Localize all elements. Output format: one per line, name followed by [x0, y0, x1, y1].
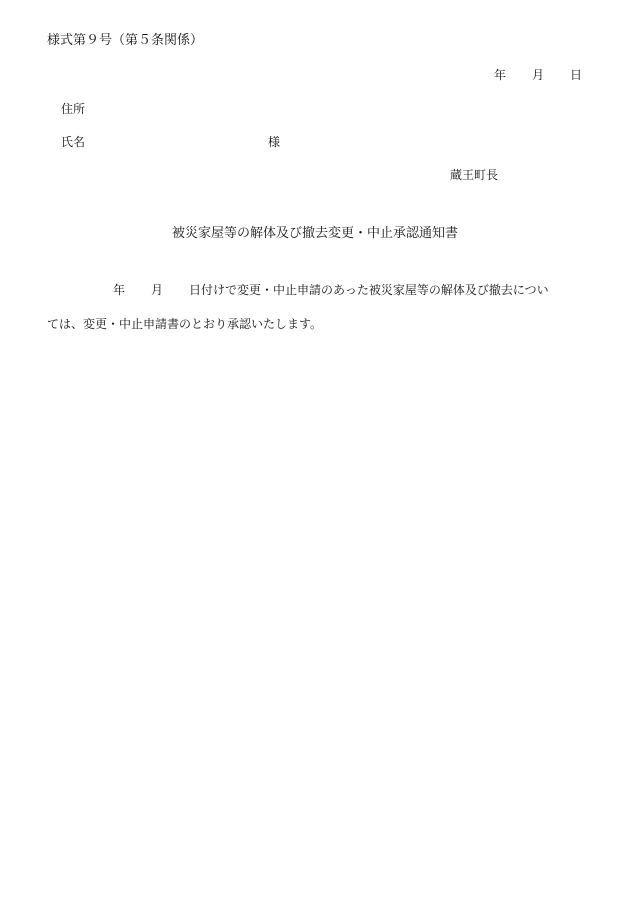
body-year-label: 年 — [113, 283, 126, 297]
body-line-2: ては、変更・中止申請書のとおり承認いたします。 — [47, 317, 323, 331]
address-label: 住所 — [61, 102, 86, 116]
body-text-1: 日付けで変更・中止申請のあった被災家屋等の解体及び撤去につい — [189, 283, 549, 297]
document-title: 被災家屋等の解体及び撤去変更・中止承認通知書 — [171, 226, 458, 241]
honorific: 様 — [268, 135, 281, 149]
date-month-label: 月 — [531, 68, 544, 82]
body-line-1 — [113, 283, 549, 297]
form-number: 様式第９号（第５条関係） — [47, 33, 204, 48]
issuer-name: 蔵王町長 — [450, 168, 499, 182]
name-label: 氏名 — [61, 135, 86, 149]
date-day-label: 日 — [569, 68, 582, 82]
body-month-label: 月 — [151, 283, 164, 297]
date-line — [494, 68, 582, 82]
date-year-label: 年 — [493, 68, 506, 82]
